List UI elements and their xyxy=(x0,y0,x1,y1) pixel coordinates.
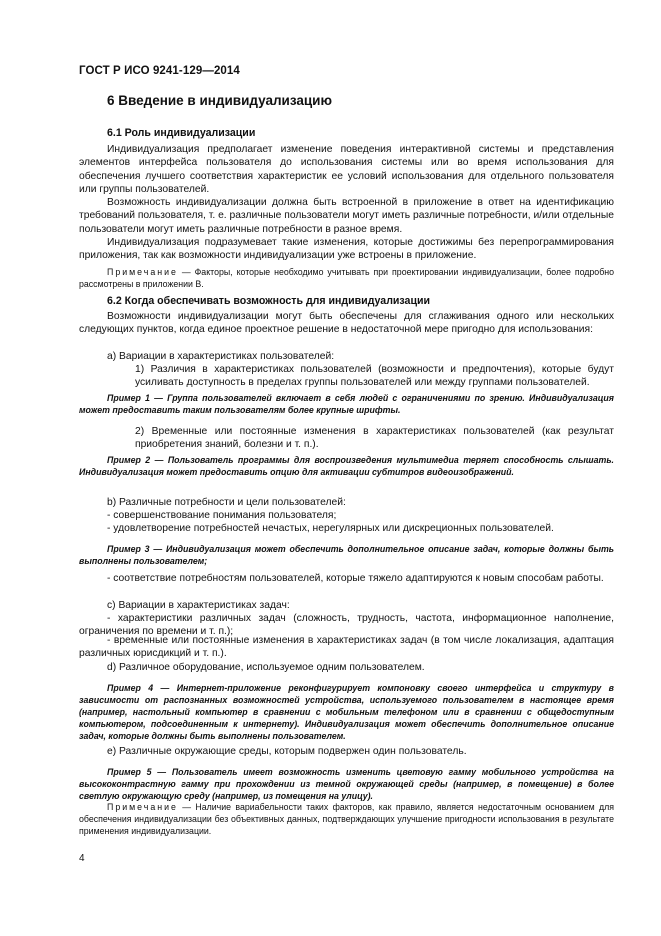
note2-label: Примечание xyxy=(107,802,178,812)
s61-paragraph-1: Индивидуализация предполагает изменение поведения интерактивной системы и представления элементов интерфейса пользователя до использования системы или во время использования для обеспечения лучшего соответствия характеристик ее условий использования для отдельного пользователя или группы пользователей. xyxy=(79,144,614,196)
list-item-b1: - совершенствование понимания пользователя; xyxy=(107,510,337,521)
list-item-c1: - характеристики различных задач (сложность, трудность, частота, информационное наполнение, ограничения по времени и т. п.); xyxy=(79,613,614,638)
list-item-b: b) Различные потребности и цели пользователей: xyxy=(107,497,346,508)
list-item-a2: 2) Временные или постоянные изменения в характеристиках пользователей (как результат приобретения знаний, болезни и т. п.). xyxy=(135,426,614,451)
list-item-a1 xyxy=(135,363,614,390)
s61-note xyxy=(79,266,614,290)
note-label: Примечание xyxy=(107,267,178,277)
note2-text: — Наличие вариабельности таких факторов, как правило, является недостаточным основанием для обеспечения индивидуализации без объективных данных, подтверждающих улучшение пригодности использования в результате применения индивидуализации. xyxy=(79,802,614,836)
example-5: Пример 5 — Пользователь имеет возможность изменить цветовую гамму мобильного устройства на высококонтрастную гамму при прохождении из темной окружающей среды (например, в помещение) в более светлую окружающую среду (например, из помещения на улицу). xyxy=(79,767,614,801)
list-item-e: e) Различные окружающие среды, которым подвержен один пользователь. xyxy=(107,746,467,757)
note-text: — Факторы, которые необходимо учитывать при проектировании индивидуализации, более подробно рассмотрены в приложении В. xyxy=(79,267,614,289)
s61-paragraph-3: Индивидуализация подразумевает такие изменения, которые достижимы без перепрограммирования приложения, так как возможности индивидуализации уже встроены в приложение. xyxy=(79,237,614,262)
example-1: Пример 1 — Группа пользователей включает в себя людей с ограничениями по зрению. Индивидуализация может предоставить таким пользователям более крупные шрифты. xyxy=(79,393,614,415)
list-item-d: d) Различное оборудование, используемое одним пользователем. xyxy=(107,662,425,673)
section-6-title: 6 Введение в индивидуализацию xyxy=(107,93,333,108)
list-item-c: c) Вариации в характеристиках задач: xyxy=(107,600,290,611)
list-item-a1-text: 1) Различия в характеристиках пользователей (возможности и предпочтения), которые будут усиливать доступность в пределах группы пользователей или между группами пользователей. xyxy=(135,364,614,389)
page-number: 4 xyxy=(79,853,85,864)
s61-paragraph-2: Возможность индивидуализации должна быть встроенной в приложение в ответ на идентификацию требований пользователя, т. е. различные пользователи могут иметь различные потребности, и/или отдельные пользователи могут иметь различные потребности в разное время. xyxy=(79,197,614,235)
example-2: Пример 2 — Пользователь программы для воспроизведения мультимедиа теряет способность слышать. Индивидуализация может предоставить опцию для активации субтитров видеоизображений. xyxy=(79,455,614,477)
list-item-b2: - удовлетворение потребностей нечастых, нерегулярных или дискреционных пользователей. xyxy=(107,523,554,534)
section-6-1-title: 6.1 Роль индивидуализации xyxy=(107,127,256,139)
example-3: Пример 3 — Индивидуализация может обеспечить дополнительное описание задач, которые должны быть выполнены пользователем; xyxy=(79,544,614,566)
list-item-a: a) Вариации в характеристиках пользователей: xyxy=(107,351,335,362)
s62-intro: Возможности индивидуализации могут быть обеспечены для сглаживания одного или нескольких следующих пунктов, когда единое проектное решение в недостаточной мере пригодно для использования: xyxy=(79,311,614,336)
standard-header: ГОСТ Р ИСО 9241-129—2014 xyxy=(79,65,240,77)
list-item-c2: - временные или постоянные изменения в характеристиках задач (в том числе локализация, адаптация различных юрисдикций и т. п.). xyxy=(79,635,614,660)
list-item-b3: - соответствие потребностям пользователей, которые тяжело адаптируются к новым способам работы. xyxy=(107,573,604,584)
section-6-2-title: 6.2 Когда обеспечивать возможность для индивидуализации xyxy=(107,295,430,307)
s62-note xyxy=(79,801,614,837)
example-4: Пример 4 — Интернет-приложение реконфигурирует компоновку своего интерфейса и структуру в зависимости от распознанных возможностей устройства, используемого пользователем в настоящее время (например, настольный компьютер в сравнении с мобильным телефоном или в сравнении с общедоступным компьютером, подсоединенным к интернету). Индивидуализация может обеспечить дополнительное описание задач, которые должны быть выполнены пользователем. xyxy=(79,683,614,741)
